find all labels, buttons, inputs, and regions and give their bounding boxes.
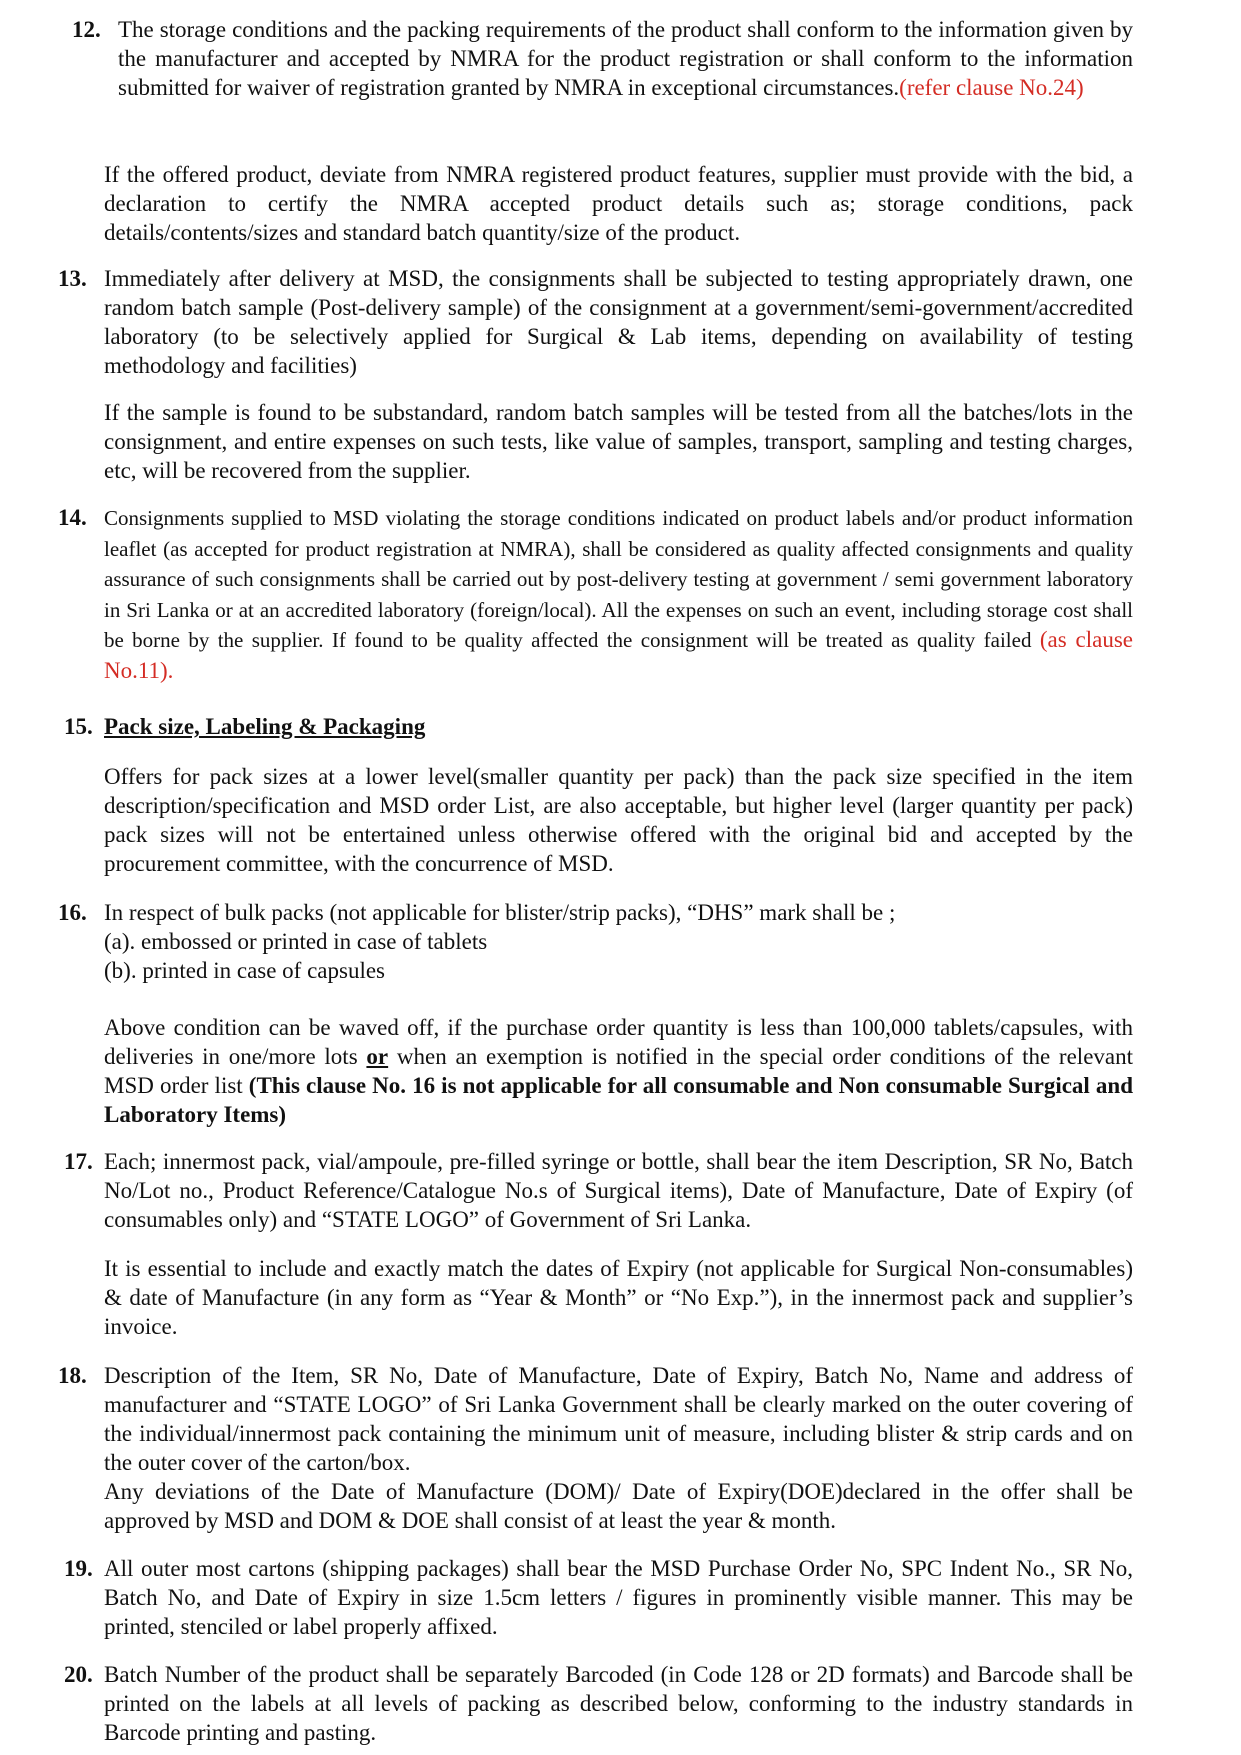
clause-number-16: 16.: [58, 900, 87, 925]
clause-16-text: [104, 898, 1133, 985]
clause-16-intro: In respect of bulk packs (not applicable for blister/strip packs), “DHS” mark shall be ;: [104, 900, 896, 925]
clause-number-17: 17.: [64, 1149, 93, 1174]
clause-number-20: 20.: [64, 1662, 93, 1687]
clause-12-text: [118, 15, 1133, 102]
clause-16-paragraph-2: [104, 1013, 1133, 1129]
clause-number-19: 19.: [64, 1556, 93, 1581]
clause-16-para2-start: Above condition can be waved off, if the purchase order quantity is less than 100,000 tablets/capsules, with deliveries in one/more lots: [104, 1015, 1133, 1069]
clause-18-text: Description of the Item, SR No, Date of Manufacture, Date of Expiry, Batch No, Name and address of manufacturer and “STATE LOGO” of Sri Lanka Government shall be clearly marked on the outer covering of the individual/innermost pack containing the minimum unit of measure, including blister & strip cards and on the outer cover of the carton/box.: [104, 1363, 1133, 1475]
clause-14-body: Consignments supplied to MSD violating the storage conditions indicated on product labels and/or product information leaflet (as accepted for product registration at NMRA), shall be considered as quality affected consignments and quality assurance of such consignments shall be carried out by post-delivery testing at government / semi government laboratory in Sri Lanka or at an accredited laboratory (foreign/local). All the expenses on such an event, including storage cost shall be borne by the supplier. If found to be quality affected the consignment will be treated as quality failed: [104, 506, 1133, 652]
clause-number-15: 15.: [64, 714, 93, 739]
clause-16-para2-mid: when an exemption is notified in the special order conditions of the relevant MSD order list: [104, 1044, 1134, 1098]
clause-number-13: 13.: [58, 266, 87, 291]
clause-16-item-a: (a). embossed or printed in case of tablets: [104, 929, 488, 954]
clause-15-paragraph: Offers for pack sizes at a lower level(smaller quantity per pack) than the pack size specified in the item description/specification and MSD order List, are also acceptable, but higher level (larger quantity per pack) pack sizes will not be entertained unless otherwise offered with the original bid and accepted by the procurement committee, with the concurrence of MSD.: [104, 764, 1133, 876]
clause-18-text-2: Any deviations of the Date of Manufacture (DOM)/ Date of Expiry(DOE)declared in the offer shall be approved by MSD and DOM & DOE shall consist of at least the year & month.: [104, 1479, 1133, 1533]
clause-16-para2-or: or: [366, 1044, 389, 1069]
clause-17-text: Each; innermost pack, vial/ampoule, pre-filled syringe or bottle, shall bear the item Description, SR No, Batch No/Lot no., Product Reference/Catalogue No.s of Surgical items), Date of Manufacture, Date of Expiry (of consumables only) and “STATE LOGO” of Government of Sri Lanka.: [104, 1149, 1133, 1232]
clause-15-heading: Pack size, Labeling & Packaging: [104, 714, 426, 739]
clause-20-text: Batch Number of the product shall be separately Barcoded (in Code 128 or 2D formats) and Barcode shall be printed on the labels at all levels of packing as described below, conforming to the industry standards in Barcode printing and pasting.: [104, 1662, 1133, 1745]
clause-13-paragraph-2: If the sample is found to be substandard, random batch samples will be tested from all the batches/lots in the consignment, and entire expenses on such tests, like value of samples, transport, sampling and testing charges, etc, will be recovered from the supplier.: [104, 400, 1133, 483]
clause-number-18: 18.: [58, 1363, 87, 1388]
clause-13-text: Immediately after delivery at MSD, the consignments shall be subjected to testing appropriately drawn, one random batch sample (Post-delivery sample) of the consignment at a government/semi-government/accredited laboratory (to be selectively applied for Surgical & Lab items, depending on availability of testing methodology and facilities): [104, 266, 1133, 378]
clause-16-para2-bold: (This clause No. 16 is not applicable for all consumable and Non consumable Surgical and Laboratory Items): [104, 1073, 1134, 1127]
clause-number-12: 12.: [72, 17, 101, 42]
clause-12-paragraph-2: If the offered product, deviate from NMRA registered product features, supplier must provide with the bid, a declaration to certify the NMRA accepted product details such as; storage conditions, pack details/contents/sizes and standard batch quantity/size of the product.: [104, 162, 1133, 245]
clause-12-body: The storage conditions and the packing requirements of the product shall conform to the information given by the manufacturer and accepted by NMRA for the product registration or shall conform to the information submitted for waiver of registration granted by NMRA in exceptional circumstances.: [118, 17, 1133, 100]
clause-17-paragraph-2: It is essential to include and exactly match the dates of Expiry (not applicable for Surgical Non-consumables) & date of Manufacture (in any form as “Year & Month” or “No Exp.”), in the innermost pack and supplier’s invoice.: [104, 1256, 1133, 1339]
clause-14-text: [104, 503, 1133, 686]
clause-19-text: All outer most cartons (shipping packages) shall bear the MSD Purchase Order No, SPC Indent No., SR No, Batch No, and Date of Expiry in size 1.5cm letters / figures in prominently visible manner. This may be printed, stenciled or label properly affixed.: [104, 1556, 1133, 1639]
clause-number-14: 14.: [58, 505, 87, 530]
clause-16-item-b: (b). printed in case of capsules: [104, 958, 386, 983]
clause-12-reference: (refer clause No.24): [899, 75, 1084, 100]
clause-14-reference: (as clause No.11).: [104, 627, 1133, 683]
